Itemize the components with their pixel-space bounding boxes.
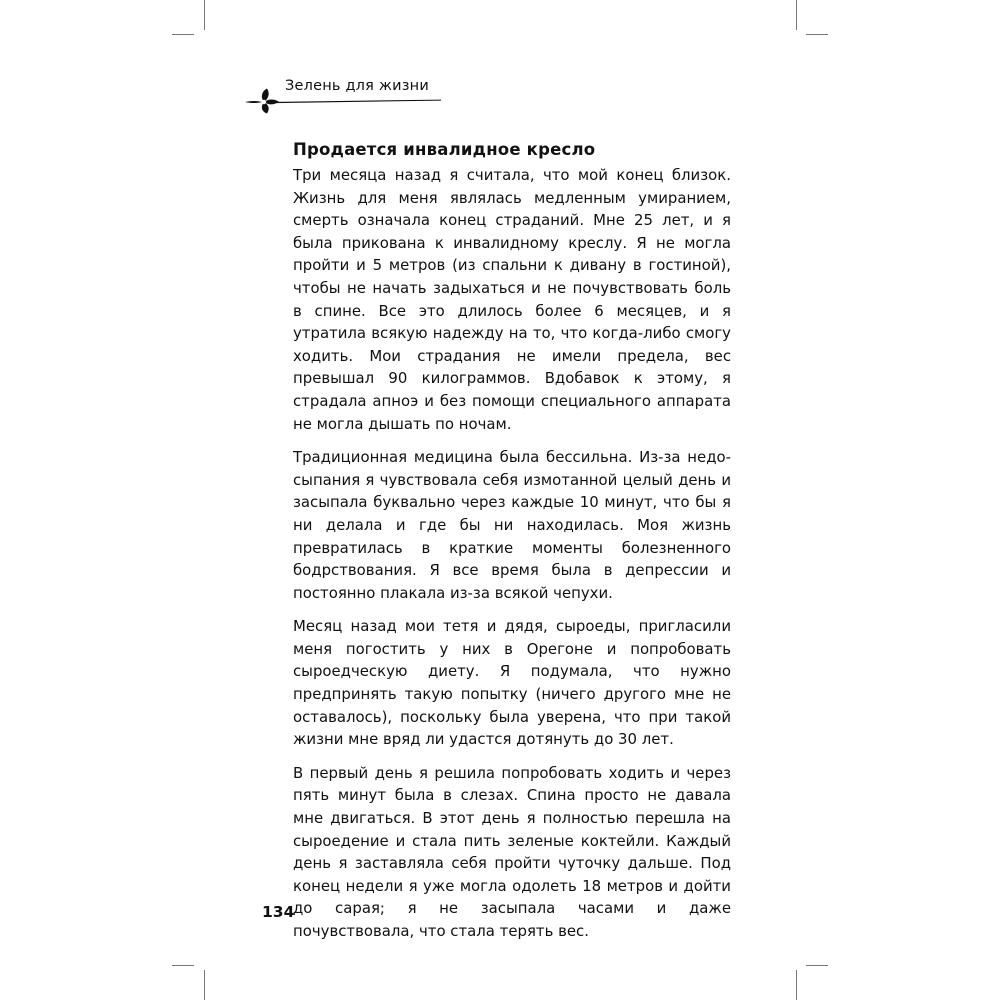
page-number: 134 (262, 903, 295, 921)
crop-mark-top-right-h (806, 34, 828, 35)
crop-mark-top-left (204, 0, 205, 30)
paragraph-4: В первый день я решила попробовать ходить и через пять минут была в слезах. Спина просто не давала мне двигаться. В этот день я полностью перешла на сыроедение и стала пить зеленые коктейли. Каждый день я заставляла себя пройти чуточку дальше. Под конец недели я уже могла одолеть 18 метров и дойти до сарая; я не засыпала часами и даже почувствовала, что стала терять вес. (293, 763, 731, 940)
paragraph-2: Традиционная медицина была бессильна. Из-за недосыпания я чувствовала себя измотанной целый день и засыпала буквально через каждые 10 минут, что бы я ни делала и где бы ни находилась. Моя жизнь превратилась в краткие моменты болезненного бодрствования. Я все время была в депрессии и постоянно плакала из-за всякой чепухи. (293, 448, 731, 602)
crop-mark-bottom-left-h (172, 965, 194, 966)
paragraph-1: Три месяца назад я считала, что мой конец близок. Жизнь для меня являлась медленным умиранием, смерть означала конец страданий. Мне 25 лет, и я была прикована к инвалидному креслу. Я не могла пройти и 5 метров (из спальни к дивану в гостиной), чтобы не начать задыхаться и не почувствовать боль в спине. Все это длилось более 6 месяцев, и я утратила всякую надежду на то, что когда-либо смогу ходить. Мои страдания не имели предела, вес превышал 90 килограммов. Вдобавок к этому, я страдала апноэ и без помощи специального аппарата не могла дышать по ночам. (293, 166, 731, 433)
crop-mark-bottom-right-h (806, 965, 828, 966)
paragraph-3: Месяц назад мои тетя и дядя, сыроеды, пригласили меня погостить у них в Орегоне и попробовать сыроедческую диету. Я подумала, что нужно предпринять такую попытку (ничего другого мне не оставалось), поскольку была уверена, что при такой жизни мне вряд ли удастся дотянуть до 30 лет. (293, 617, 731, 749)
crop-mark-bottom-left (204, 970, 205, 1000)
crop-mark-top-right (796, 0, 797, 30)
running-head: Зелень для жизни (285, 78, 429, 94)
article-heading: Продается инвалидное кресло (293, 140, 596, 159)
crop-mark-bottom-right (796, 970, 797, 1000)
leaf-ornament-icon (243, 88, 443, 114)
crop-mark-top-left-h (172, 34, 194, 35)
article-body (293, 164, 731, 954)
